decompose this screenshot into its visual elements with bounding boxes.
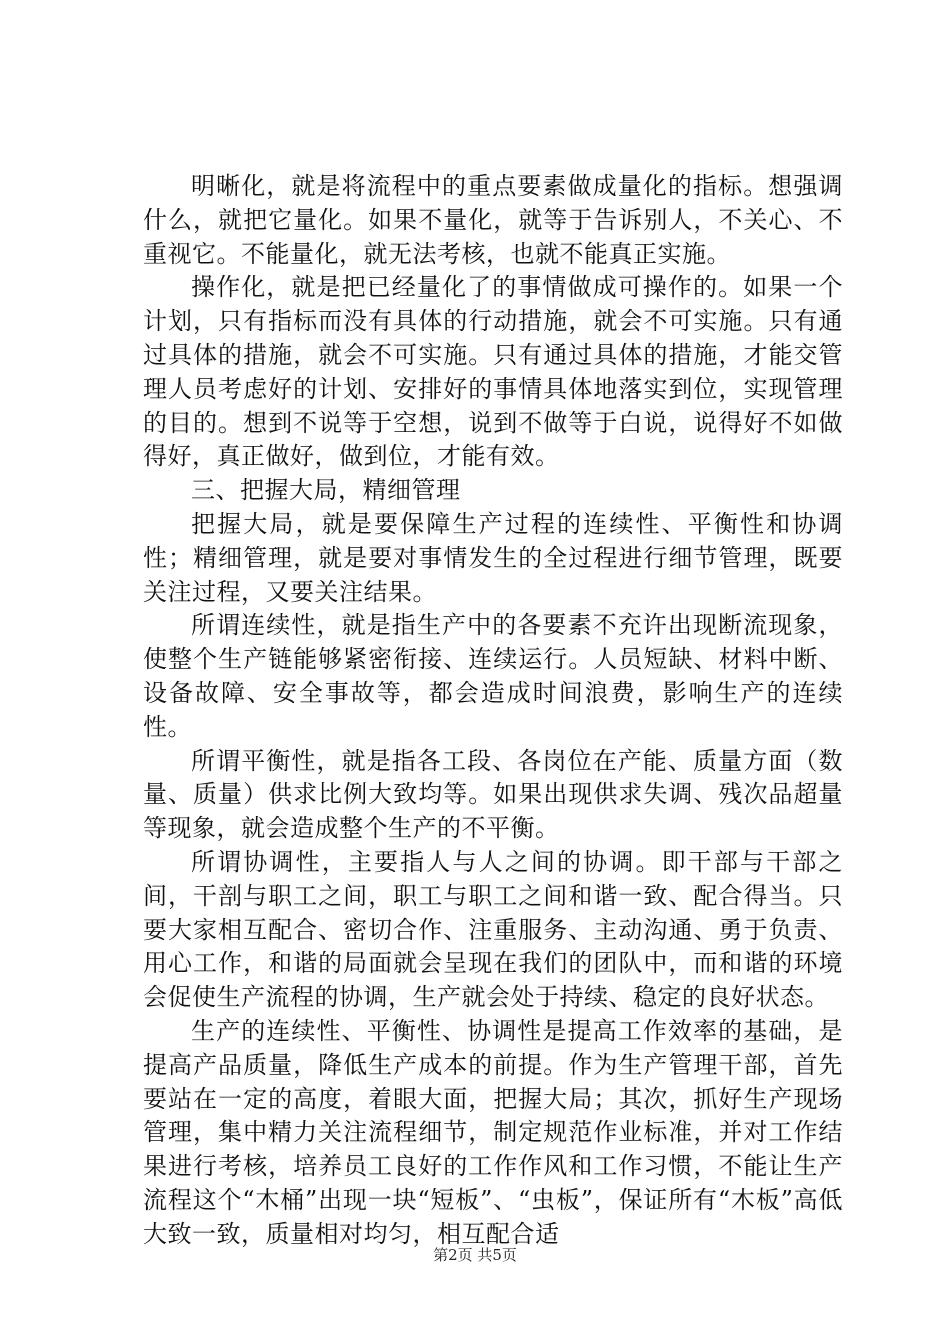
paragraph-quantification: 明晰化，就是将流程中的重点要素做成量化的指标。想强调什么，就把它量化。如果不量化，就等于告诉别人，不关心、不重视它。不能量化，就无法考核，也就不能真正实施。 — [143, 172, 843, 268]
section-heading: 三、把握大局，精细管理 — [191, 476, 461, 505]
paragraph-operationalization: 操作化，就是把已经量化了的事情做成可操作的。如果一个计划，只有指标而没有具体的行动措施，就会不可实施。只有通过具体的措施，就会不可实施。只有通过具体的措施，才能交管理人员考虑好的计划、安排好的事情具体地落实到位，实现管理的目的。想到不说等于空想，说到不做等于白说，说得好不如做得好，真正做好，做到位，才能有效。 — [143, 273, 843, 471]
paragraph-summary: 生产的连续性、平衡性、协调性是提高工作效率的基础，是提高产品质量，降低生产成本的前提。作为生产管理干部，首先要站在一定的高度，着眼大面，把握大局；其次，抓好生产现场管理，集中精力关注流程细节，制定规范作业标准，并对工作结果进行考核，培养员工良好的工作作风和工作习惯，不能让生产流程这个“木桶”出现一块“短板”、“虫板”，保证所有“木板”高低大致一致，质量相对均匀，相互配合适 — [143, 1016, 843, 1248]
paragraph-continuity: 所谓连续性，就是指生产中的各要素不充许出现断流现象，使整个生产链能够紧密衔接、连续运行。人员短缺、材料中断、设备故障、安全事故等，都会造成时间浪费，影响生产的连续性。 — [143, 611, 843, 741]
paragraph-coordination: 所谓协调性，主要指人与人之间的协调。即干部与干部之间，干剖与职工之间，职工与职工之间和谐一致、配合得当。只要大家相互配合、密切合作、注重服务、主动沟通、勇于负责、用心工作，和谐的局面就会呈现在我们的团队中，而和谐的环境会促使生产流程的协调，生产就会处于持续、稳定的良好状态。 — [143, 847, 843, 1012]
paragraph-balance: 所谓平衡性，就是指各工段、各岗位在产能、质量方面（数量、质量）供求比例大致均等。如果出现供求失调、残次品超量等现象，就会造成整个生产的不平衡。 — [143, 746, 843, 843]
document-body — [143, 170, 843, 1252]
page-number-footer: 第2页 共5页 — [433, 1246, 517, 1264]
paragraph-overall-control: 把握大局，就是要保障生产过程的连续性、平衡性和协调性；精细管理，就是要对事情发生的全过程进行细节管理，既要关注过程，又要关注结果。 — [143, 509, 843, 606]
